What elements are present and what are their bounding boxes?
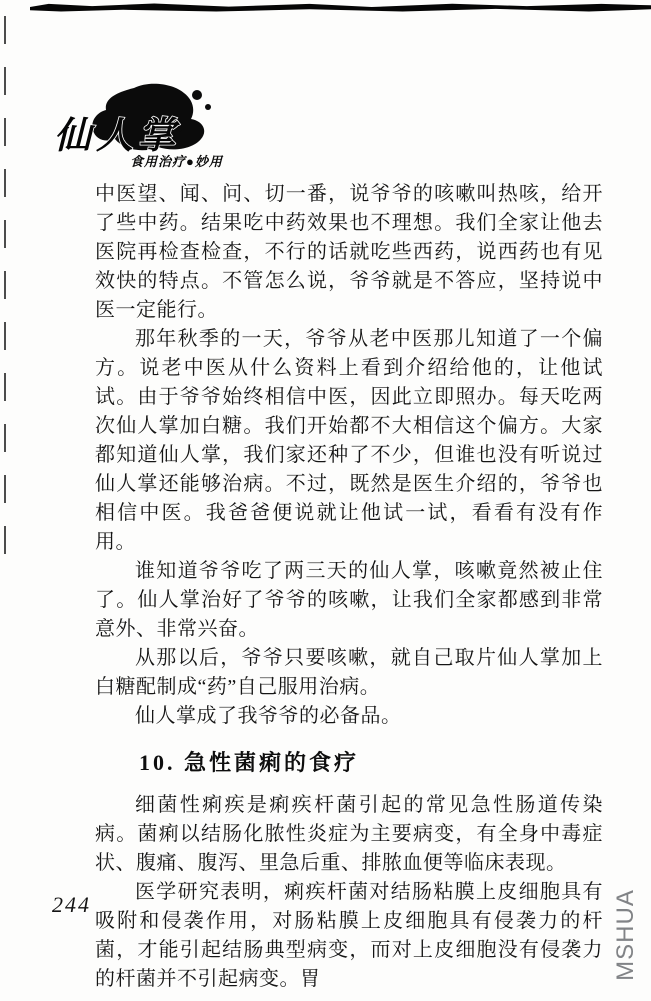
watermark-text: MSHUA [612, 889, 639, 981]
paragraph: 谁知道爷爷吃了两三天的仙人掌，咳嗽竟然被止住了。仙人掌治好了爷爷的咳嗽，让我们全家都感到非常意外、非常兴奋。 [95, 560, 603, 640]
paragraph: 仙人掌成了我爷爷的必备品。 [135, 705, 402, 727]
logo-title: 仙人掌 [54, 116, 180, 157]
paragraph-continued-from-previous-page: 中医望、闻、问、切一番，说爷爷的咳嗽叫热咳，给开了些中药。结果吃中药效果也不理想。我们全家让他去医院再检查检查，不行的话就吃些西药，说西药也有见效快的特点。不管怎么说，爷爷就是不答应，坚持说中医一定能行。 [95, 183, 603, 321]
ink-blob-logo-graphic [52, 82, 252, 174]
logo-subtitle: 食用治疗●妙用 [130, 154, 223, 169]
paragraph: 细菌性痢疾是痢疾杆菌引起的常见急性肠道传染病。菌痢以结肠化脓性炎症为主要病变，有全身中毒症状、腹痛、腹泻、里急后重、排脓血便等临床表现。 [95, 794, 603, 874]
paragraph: 那年秋季的一天，爷爷从老中医那儿知道了一个偏方。说老中医从什么资料上看到介绍给他的，让他试试。由于爷爷始终相信中医，因此立即照办。每天吃两次仙人掌加白糖。我们开始都不大相信这个偏方。大家都知道仙人掌，我们家还种了不少，但谁也没有听说过仙人掌还能够治病。不过，既然是医生介绍的，爷爷也相信中医。我爸爸便说就让他试一试，看看有没有作用。 [95, 328, 603, 553]
body-text [95, 180, 603, 994]
page-number: 244 [52, 892, 91, 917]
scan-artifact-top-bar [30, 3, 651, 12]
section-heading: 10. 急性菌痢的食疗 [139, 750, 360, 775]
paragraph: 从那以后，爷爷只要咳嗽，就自己取片仙人掌加上白糖配制成“药”自己服用治病。 [95, 647, 603, 698]
paragraph: 医学研究表明，痢疾杆菌对结肠粘膜上皮细胞具有吸附和侵袭作用，对肠粘膜上皮细胞具有侵袭力的杆菌，才能引起结肠典型病变，而对上皮细胞没有侵袭力的杆菌并不引起病变。胃 [95, 881, 603, 990]
scan-artifact-left-edge-dashes [4, 16, 6, 562]
book-logo [52, 82, 252, 174]
